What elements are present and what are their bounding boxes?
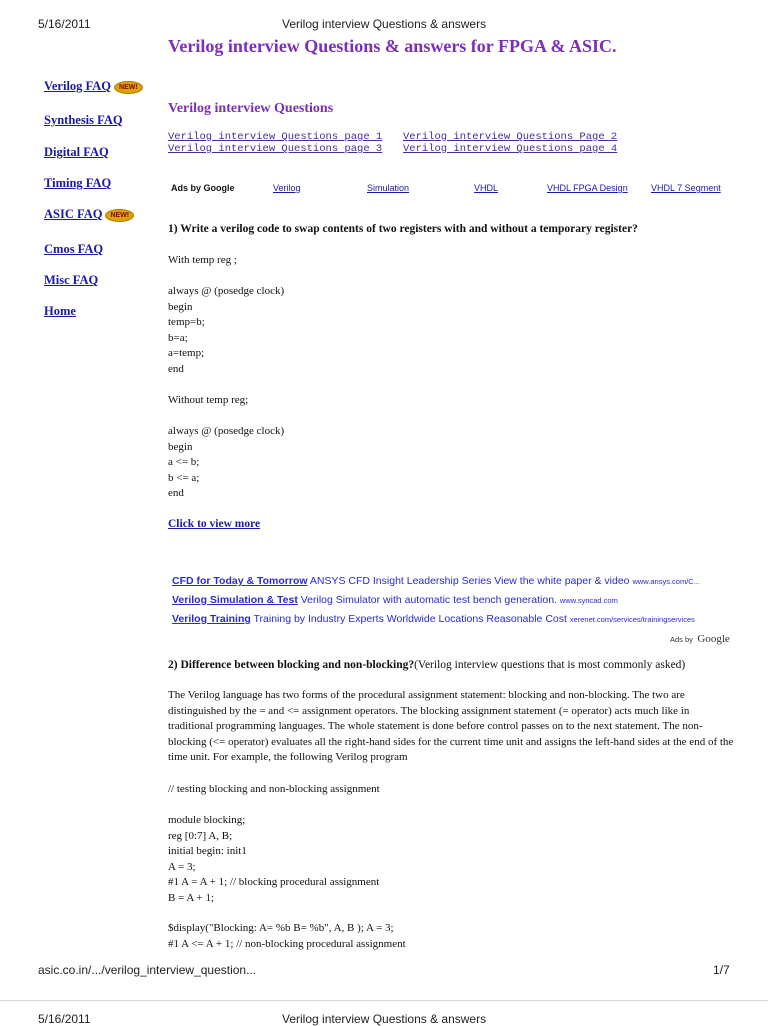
question-2-note: (Verilog interview questions that is most commonly asked)	[414, 659, 686, 671]
footer-page-number: 1/7	[713, 963, 730, 977]
next-print-date: 5/16/2011	[38, 1012, 91, 1026]
print-date: 5/16/2011	[38, 17, 91, 31]
ad-text: ANSYS CFD Insight Leadership Series View the white paper & video	[309, 575, 630, 587]
page-divider	[0, 1000, 768, 1001]
code-display: $display("Blocking: A= %b B= %b", A, B ); A = 3; #1 A <= A + 1; // non-blocking procedural assignment	[168, 922, 406, 950]
ad-url: xerenet.com/services/trainingservices	[569, 615, 695, 624]
without-temp-label: Without temp reg;	[168, 394, 249, 406]
new-badge-icon: NEW!	[105, 209, 134, 222]
google-logo-text: Google	[697, 633, 730, 645]
ad-link-vhdl-fpga-design[interactable]: VHDL FPGA Design	[547, 183, 628, 193]
new-badge-icon: NEW!	[114, 81, 143, 94]
ad-link-vhdl-7-segment[interactable]: VHDL 7 Segment	[651, 183, 721, 193]
next-print-title: Verilog interview Questions & answers	[282, 1012, 487, 1026]
question-2	[168, 659, 685, 671]
ad-item-verilog-simulation[interactable]	[172, 594, 618, 606]
sidebar-item-cmos-faq[interactable]: Cmos FAQ	[44, 242, 104, 256]
ads-by-text: Ads by	[670, 635, 693, 644]
ad-url: www.ansys.com/C...	[632, 577, 700, 586]
sidebar-item-label: ASIC FAQ	[44, 207, 103, 221]
code-comment: // testing blocking and non-blocking assignment	[168, 783, 380, 795]
page-link-4[interactable]: Verilog interview Questions page 4	[403, 143, 618, 155]
sidebar-item-misc-faq[interactable]: Misc FAQ	[44, 273, 99, 287]
code-with-temp: always @ (posedge clock) begin temp=b; b=a; a=temp; end	[168, 285, 285, 375]
with-temp-label: With temp reg ;	[168, 254, 237, 266]
ad-link-simulation[interactable]: Simulation	[367, 183, 410, 193]
ads-by-google-badge[interactable]	[670, 629, 730, 647]
code-without-temp: always @ (posedge clock) begin a <= b; b <= a; end	[168, 425, 285, 499]
question-1: 1) Write a verilog code to swap contents of two registers with and without a temporary register?	[168, 223, 638, 235]
ad-text: Verilog Simulator with automatic test bench generation.	[300, 594, 557, 606]
footer-url: asic.co.in/.../verilog_interview_question...	[38, 963, 257, 977]
ad-item-cfd[interactable]	[172, 575, 700, 587]
ad-url: www.syncad.com	[559, 596, 618, 605]
print-title: Verilog interview Questions & answers	[282, 17, 487, 31]
ad-item-verilog-training[interactable]	[172, 613, 695, 625]
ad-text: Training by Industry Experts Worldwide Locations Reasonable Cost	[253, 613, 567, 625]
sidebar-item-timing-faq[interactable]: Timing FAQ	[44, 176, 112, 190]
sidebar-item-verilog-faq[interactable]	[44, 79, 143, 94]
ad-heading: Verilog Simulation & Test	[172, 594, 298, 606]
ad-heading: Verilog Training	[172, 613, 251, 625]
sidebar-item-label: Verilog FAQ	[44, 79, 112, 93]
page-link-2[interactable]: Verilog interview Questions Page 2	[403, 131, 618, 143]
ads-by-google-label: Ads by Google	[171, 183, 235, 193]
ad-link-vhdl[interactable]: VHDL	[474, 183, 499, 193]
sidebar-item-home[interactable]: Home	[44, 304, 76, 318]
ad-heading: CFD for Today & Tomorrow	[172, 575, 308, 587]
sidebar-item-digital-faq[interactable]: Digital FAQ	[44, 145, 109, 159]
question-2-text: 2) Difference between blocking and non-blocking?	[168, 659, 415, 671]
click-to-view-more-link[interactable]	[168, 514, 260, 532]
ad-link-verilog[interactable]: Verilog	[273, 183, 301, 193]
blocking-paragraph: The Verilog language has two forms of the procedural assignment statement: blocking and non-blocking. The two are distinguished by the = and <= assignment operators. The blocking assignment statement (= operator) acts much like in traditional programming languages. The whole statement is done before control passes on to the next statement. The non-blocking (<= operator) evaluates all the right-hand sides for the current time unit and assigns the left-hand sides at the end of the time unit. For example, the following Verilog program	[168, 689, 734, 763]
page-link-3[interactable]: Verilog interview Questions page 3	[168, 143, 383, 155]
more-link-text: Click to view more	[168, 518, 261, 530]
page-link-1[interactable]: Verilog interview Questions page 1	[168, 131, 383, 143]
section-heading: Verilog interview Questions	[168, 101, 334, 116]
code-blocking-module: module blocking; reg [0:7] A, B; initial begin: init1 A = 3; #1 A = A + 1; // blocking procedural assignment B = A + 1;	[168, 814, 380, 904]
sidebar-item-synthesis-faq[interactable]: Synthesis FAQ	[44, 113, 123, 127]
sidebar-item-asic-faq[interactable]	[44, 207, 134, 222]
page-title: Verilog interview Questions & answers for FPGA & ASIC.	[168, 36, 617, 56]
